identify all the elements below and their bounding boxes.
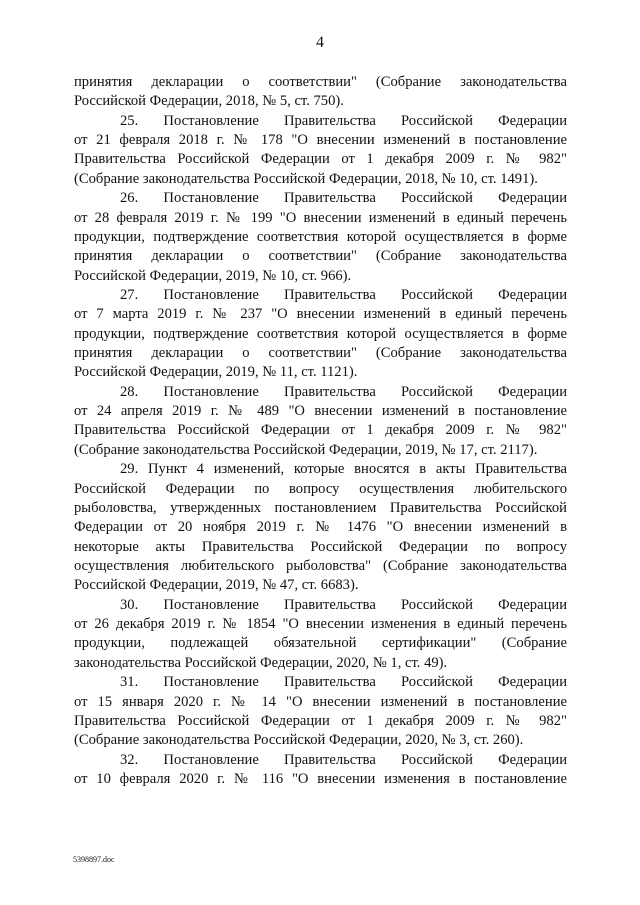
text-line: от 24 апреля 2019 г. № 489 "О внесении изменений в постановление bbox=[74, 403, 567, 420]
text-line: законодательства Российской Федерации, 2020, № 1, ст. 49). bbox=[74, 654, 448, 671]
text-line: Российской Федерации, 2019, № 10, ст. 966). bbox=[74, 267, 352, 284]
text-line: 32. Постановление Правительства Российской Федерации bbox=[120, 751, 567, 768]
text-line: некоторые акты Правительства Российской Федерации по вопросу bbox=[74, 538, 567, 555]
text-line: (Собрание законодательства Российской Федерации, 2018, № 10, ст. 1491). bbox=[74, 170, 538, 187]
footer-filename: 5398897.doc bbox=[73, 855, 115, 864]
text-line: 29. Пункт 4 изменений, которые вносятся в акты Правительства bbox=[120, 461, 567, 478]
text-line: от 10 февраля 2020 г. № 116 "О внесении изменения в постановление bbox=[74, 770, 567, 787]
page-number: 4 bbox=[316, 34, 324, 51]
text-line: принятия декларации о соответствии" (Собрание законодательства bbox=[74, 74, 567, 90]
document-body bbox=[74, 73, 567, 789]
text-line: продукции, подтверждение соответствия которой осуществляется в форме bbox=[74, 325, 567, 342]
text-line: рыболовства, утвержденных постановлением Правительства Российской bbox=[74, 499, 567, 516]
text-line: Российской Федерации, 2019, № 11, ст. 1121). bbox=[74, 364, 358, 381]
text-line: от 7 марта 2019 г. № 237 "О внесении изменений в единый перечень bbox=[74, 306, 567, 323]
text-line: от 26 декабря 2019 г. № 1854 "О внесении изменения в единый перечень bbox=[74, 616, 567, 633]
text-line: 30. Постановление Правительства Российской Федерации bbox=[120, 596, 567, 613]
text-line: Российской Федерации, 2018, № 5, ст. 750). bbox=[74, 93, 344, 110]
text-line: принятия декларации о соответствии" (Собрание законодательства bbox=[74, 248, 567, 265]
text-line: от 21 февраля 2018 г. № 178 "О внесении изменений в постановление bbox=[74, 132, 567, 149]
text-line: от 15 января 2020 г. № 14 "О внесении изменений в постановление bbox=[74, 693, 567, 710]
text-line: Правительства Российской Федерации от 1 декабря 2009 г. № 982" bbox=[74, 151, 567, 168]
text-line: Федерации от 20 ноября 2019 г. № 1476 "О внесении изменений в bbox=[74, 519, 567, 536]
text-line: 25. Постановление Правительства Российской Федерации bbox=[120, 112, 567, 129]
text-line: (Собрание законодательства Российской Федерации, 2019, № 17, ст. 2117). bbox=[74, 441, 538, 458]
text-line: Правительства Российской Федерации от 1 декабря 2009 г. № 982" bbox=[74, 712, 567, 729]
text-line: от 28 февраля 2019 г. № 199 "О внесении изменений в единый перечень bbox=[74, 209, 567, 226]
text-line: 28. Постановление Правительства Российской Федерации bbox=[120, 383, 567, 400]
text-line: 26. Постановление Правительства Российской Федерации bbox=[120, 190, 567, 207]
text-line: 27. Постановление Правительства Российской Федерации bbox=[120, 286, 567, 303]
text-line: (Собрание законодательства Российской Федерации, 2020, № 3, ст. 260). bbox=[74, 732, 524, 749]
text-line: Российской Федерации по вопросу осуществления любительского bbox=[74, 480, 567, 497]
text-line: 31. Постановление Правительства Российской Федерации bbox=[120, 674, 567, 691]
text-line: принятия декларации о соответствии" (Собрание законодательства bbox=[74, 345, 567, 362]
text-line: осуществления любительского рыболовства" (Собрание законодательства bbox=[74, 557, 567, 574]
text-line: Российской Федерации, 2019, № 47, ст. 6683). bbox=[74, 577, 359, 594]
text-line: продукции, подтверждение соответствия которой осуществляется в форме bbox=[74, 228, 567, 245]
text-line: продукции, подлежащей обязательной сертификации" (Собрание bbox=[74, 635, 567, 652]
text-line: Правительства Российской Федерации от 1 декабря 2009 г. № 982" bbox=[74, 422, 567, 439]
